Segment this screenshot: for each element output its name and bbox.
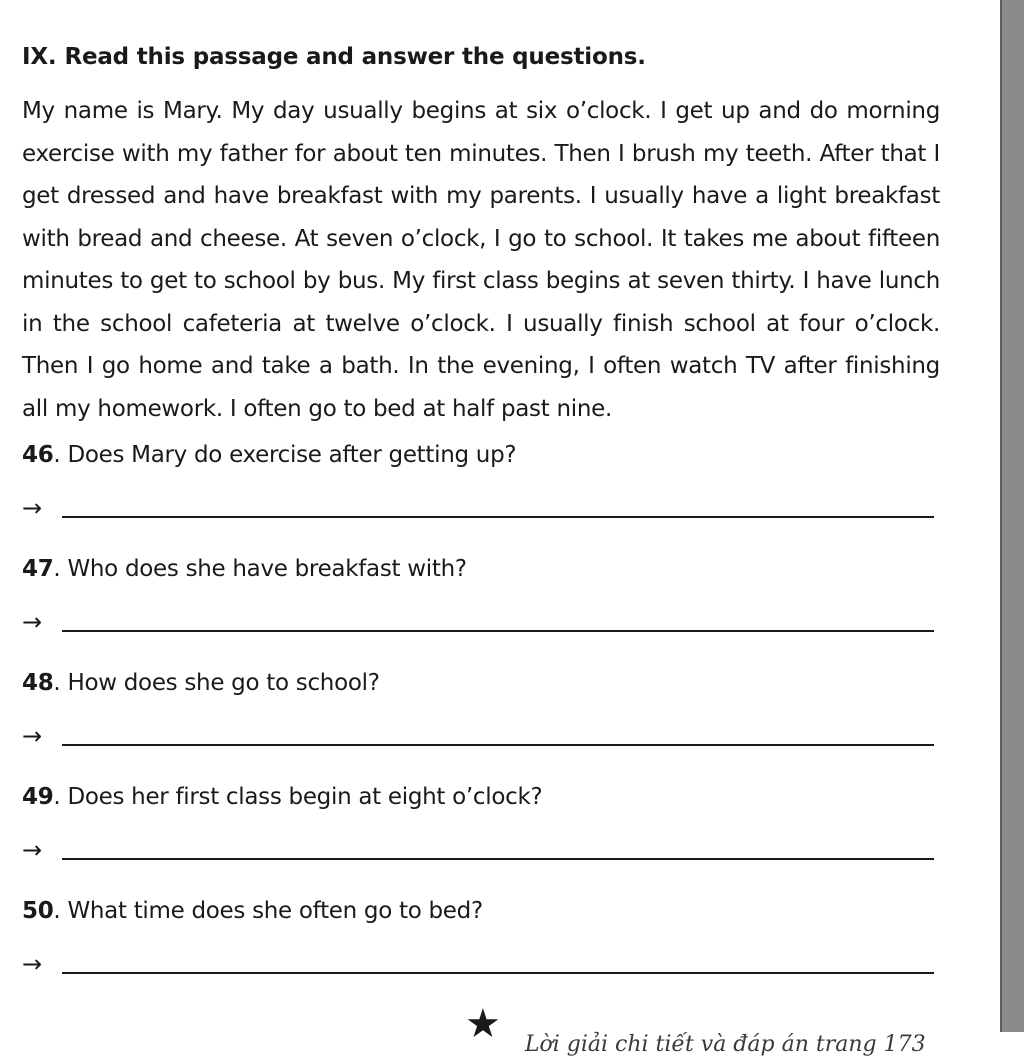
section-number: IX. <box>22 44 57 70</box>
section-heading <box>22 44 646 70</box>
question-text: What time does she often go to bed? <box>67 898 483 924</box>
arrow-icon: → <box>22 722 43 750</box>
arrow-icon: → <box>22 950 43 978</box>
answer-line-49[interactable] <box>22 832 934 862</box>
question-number: 47 <box>22 556 54 582</box>
answer-line-50[interactable] <box>22 946 934 976</box>
answer-blank[interactable] <box>62 744 934 746</box>
answer-blank[interactable] <box>62 516 934 518</box>
question-50: 50. What time does she often go to bed? <box>22 898 483 924</box>
star-icon: ★ <box>465 1001 501 1047</box>
question-number: 46 <box>22 442 54 468</box>
section-instruction: Read this passage and answer the questions. <box>64 44 646 70</box>
arrow-icon: → <box>22 608 43 636</box>
page-edge-border <box>1000 0 1024 1032</box>
question-text: How does she go to school? <box>67 670 380 696</box>
question-number: 50 <box>22 898 54 924</box>
arrow-icon: → <box>22 836 43 864</box>
answer-line-47[interactable] <box>22 604 934 634</box>
question-47: 47. Who does she have breakfast with? <box>22 556 467 582</box>
answer-line-46[interactable] <box>22 490 934 520</box>
arrow-icon: → <box>22 494 43 522</box>
question-49: 49. Does her first class begin at eight o’clock? <box>22 784 543 810</box>
footer-note: Lời giải chi tiết và đáp án trang 173 <box>524 1031 926 1057</box>
answer-line-48[interactable] <box>22 718 934 748</box>
question-46: 46. Does Mary do exercise after getting up? <box>22 442 517 468</box>
reading-passage: My name is Mary. My day usually begins at six o’clock. I get up and do morning exercise with my father for about ten minutes. Then I brush my teeth. After that I get dressed and have breakfast with my parents. I usually have a light breakfast with bread and cheese. At seven o’clock, I go to school. It takes me about fifteen minutes to get to school by bus. My first class begins at seven thirty. I have lunch in the school cafeteria at twelve o’clock. I usually finish school at four o’clock. Then I go home and take a bath. In the evening, I often watch TV after finishing all my homework. I often go to bed at half past nine. <box>22 98 940 422</box>
question-text: Does her first class begin at eight o’clock? <box>67 784 543 810</box>
answer-blank[interactable] <box>62 858 934 860</box>
question-48: 48. How does she go to school? <box>22 670 380 696</box>
question-text: Does Mary do exercise after getting up? <box>67 442 517 468</box>
page-footer <box>465 1001 926 1057</box>
question-text: Who does she have breakfast with? <box>67 556 467 582</box>
answer-blank[interactable] <box>62 630 934 632</box>
question-number: 49 <box>22 784 54 810</box>
answer-blank[interactable] <box>62 972 934 974</box>
question-number: 48 <box>22 670 54 696</box>
